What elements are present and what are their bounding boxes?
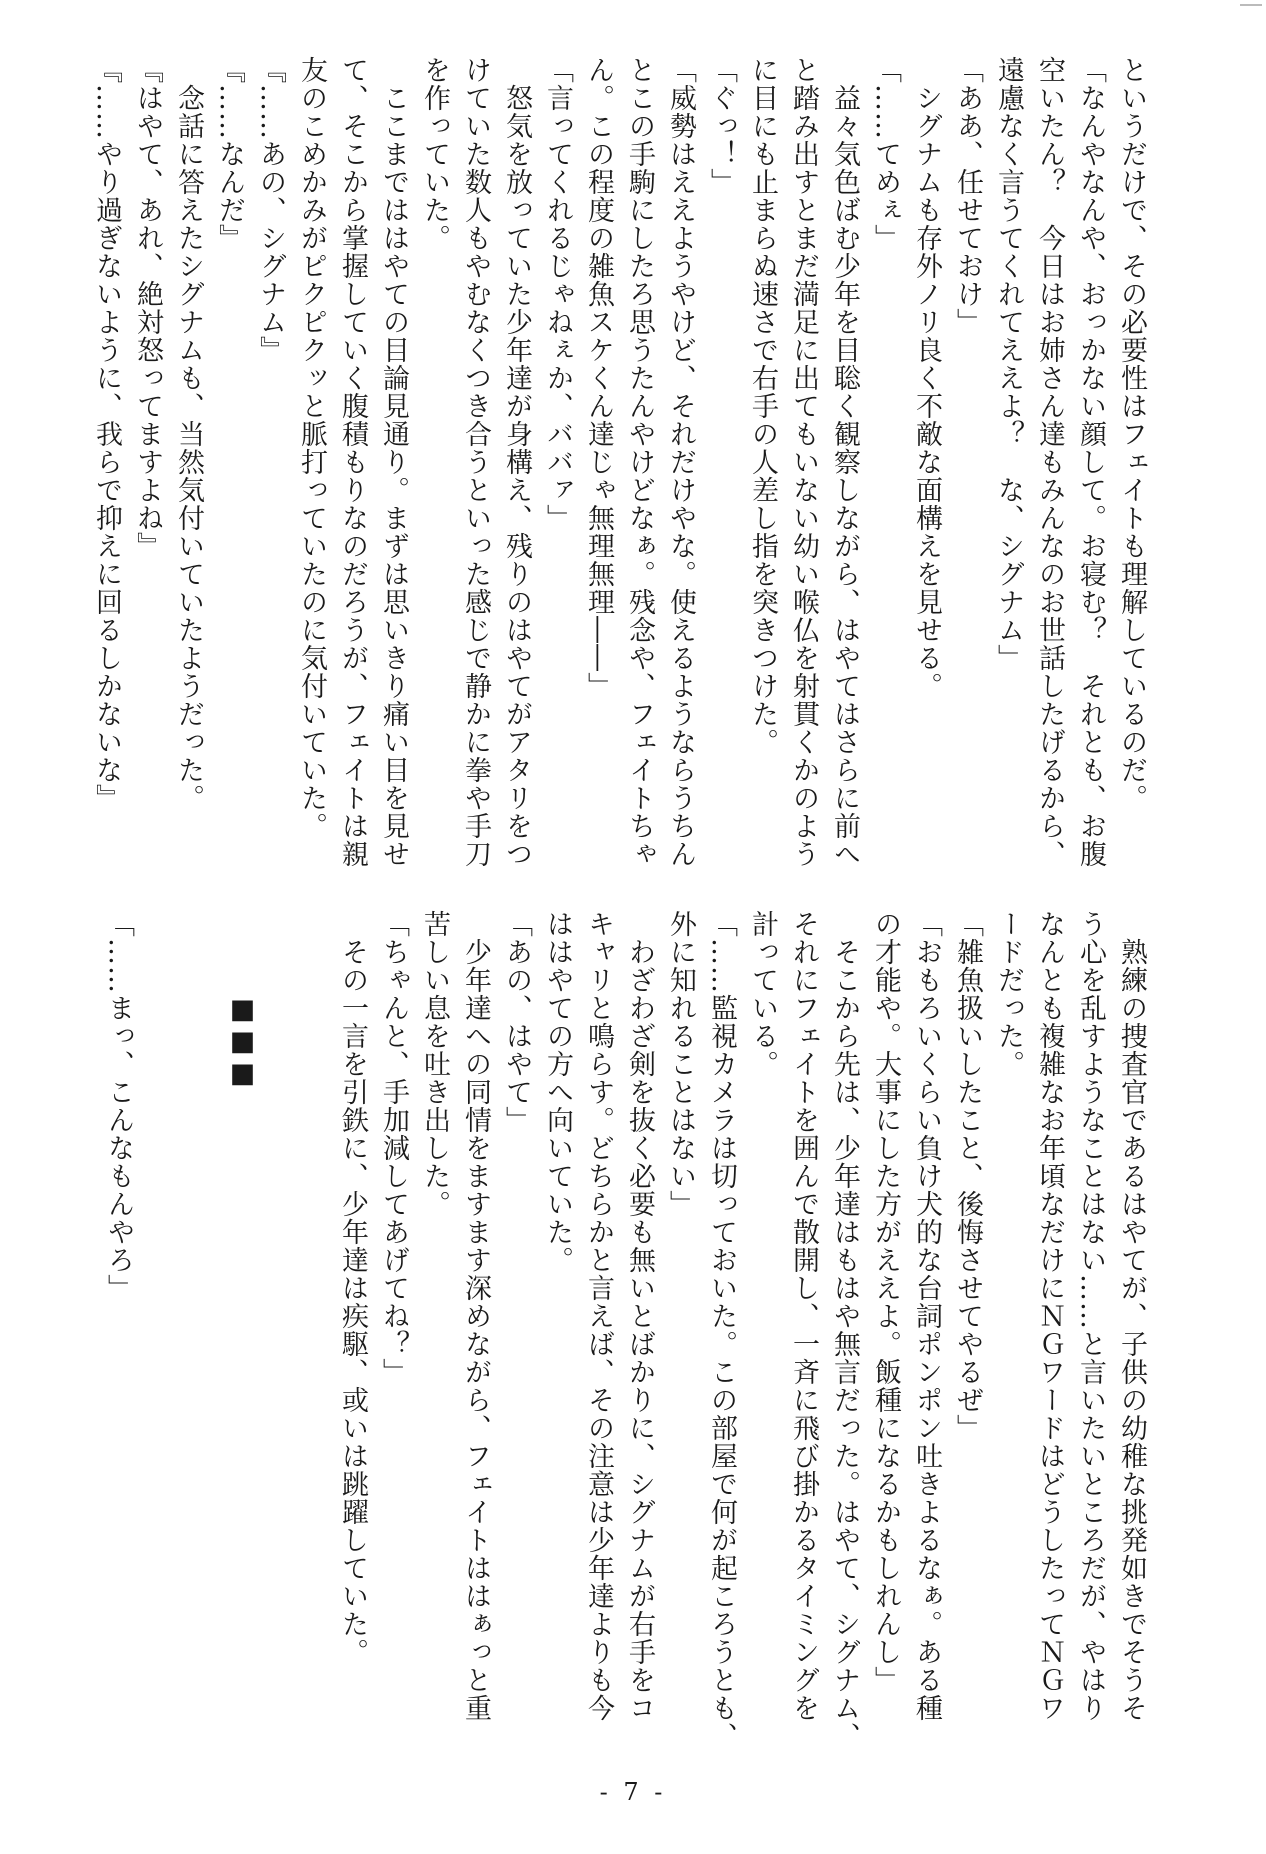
- text-column: わざわざ剣を抜く必要も無いとばかりに、シグナムが右手をコ: [624, 910, 655, 1722]
- text-column: と踏み出すとまだ満足に出てもいない幼い喉仏を射貫くかのよう: [788, 56, 819, 868]
- text-column: というだけで、その必要性はフェイトも理解しているのだ。: [1116, 56, 1147, 812]
- text-column: 「威勢はええようやけど、それだけやな。使えるようならうちん: [665, 56, 696, 868]
- scan-mark: [1240, 4, 1262, 6]
- text-column: 熟練の捜査官であるはやてが、子供の幼稚な挑発如きでそうそ: [1116, 910, 1147, 1722]
- text-column: 怒気を放っていた少年達が身構え、残りのはやてがアタリをつ: [501, 56, 532, 868]
- text-column: 「ちゃんと、手加減してあげてね？」: [378, 910, 409, 1386]
- text-column: キャリと鳴らす。どちらかと言えば、その注意は少年達よりも今: [583, 910, 614, 1722]
- text-column: シグナムも存外ノリ良く不敵な面構えを見せる。: [911, 56, 942, 700]
- text-column: 「ぐっ！」: [706, 56, 737, 196]
- text-column: とこの手駒にしたろ思うたんやけどなぁ。残念や、フェイトちゃ: [624, 56, 655, 868]
- text-column: 友のこめかみがピクピクッと脈打っていたのに気付いていた。: [296, 56, 327, 840]
- page-number: - 7 -: [599, 1778, 667, 1806]
- text-column: ここまでははやての目論見通り。まずは思いきり痛い目を見せ: [378, 56, 409, 868]
- text-column: 遠慮なく言うてくれてええよ？ な、シグナム」: [993, 56, 1024, 672]
- text-column: に目にも止まらぬ速さで右手の人差し指を突きつけた。: [747, 56, 778, 756]
- text-column: 「雑魚扱いしたこと、後悔させてやるぜ」: [952, 910, 983, 1442]
- text-column: 計っている。: [747, 910, 778, 1078]
- text-column: その一言を引鉄に、少年達は疾駆、或いは跳躍していた。: [337, 910, 368, 1666]
- text-column: そこから先は、少年達はもはや無言だった。はやて、シグナム、: [829, 910, 860, 1750]
- text-column: 念話に答えたシグナムも、当然気付いていたようだった。: [173, 56, 204, 812]
- text-column: 『……なんだ』: [214, 56, 245, 252]
- text-column: 「……監視カメラは切っておいた。この部屋で何が起ころうとも、: [706, 910, 737, 1750]
- text-column: 「おもろいくらい負け犬的な台詞ポンポン吐きよるなぁ。ある種: [911, 910, 942, 1722]
- text-column: けていた数人もやむなくつき合うといった感じで静かに拳や手刀: [460, 56, 491, 868]
- text-column: ードだった。: [993, 910, 1024, 1078]
- text-column: 「あの、はやて」: [501, 910, 532, 1134]
- scene-break: ■■■: [227, 994, 258, 1090]
- text-column: 外に知れることはない」: [665, 910, 696, 1218]
- text-column: 『はやて、あれ、絶対怒ってますよね』: [132, 56, 163, 560]
- text-column: 苦しい息を吐き出した。: [419, 910, 450, 1218]
- text-column: 益々気色ばむ少年を目聡く観察しながら、はやてはさらに前へ: [829, 56, 860, 868]
- text-column: 空いたん？ 今日はお姉さん達もみんなのお世話したげるから、: [1034, 56, 1065, 868]
- text-column: なんとも複雑なお年頃なだけにＮＧワードはどうしたってＮＧワ: [1034, 910, 1065, 1722]
- text-column: ははやての方へ向いていた。: [542, 910, 573, 1274]
- text-column: 少年達への同情をますます深めながら、フェイトははぁっと重: [460, 910, 491, 1722]
- text-column: 「言ってくれるじゃねぇか、ババァ」: [542, 56, 573, 532]
- text-column: 「……まっ、こんなもんやろ」: [103, 910, 134, 1302]
- text-column: 『……あの、シグナム』: [255, 56, 286, 364]
- text-column: 「なんやなんや、おっかない顔して。お寝む？ それとも、お腹: [1075, 56, 1106, 868]
- top-text-block: [86, 56, 1152, 868]
- text-column: ん。この程度の雑魚スケくん達じゃ無理無理――」: [583, 56, 614, 700]
- text-column: の才能や。大事にした方がええよ。飯種になるかもしれんし」: [870, 910, 901, 1694]
- text-column: う心を乱すようなことはない……と言いたいところだが、やはり: [1075, 910, 1106, 1722]
- text-column: を作っていた。: [419, 56, 450, 252]
- text-column: て、そこから掌握していく腹積もりなのだろうが、フェイトは親: [337, 56, 368, 868]
- text-column: それにフェイトを囲んで散開し、一斉に飛び掛かるタイミングを: [788, 910, 819, 1722]
- text-column: 『……やり過ぎないように、我らで抑えに回るしかないな』: [91, 56, 122, 812]
- text-column: 「ああ、任せておけ」: [952, 56, 983, 336]
- text-column: 「……てめぇ」: [870, 56, 901, 252]
